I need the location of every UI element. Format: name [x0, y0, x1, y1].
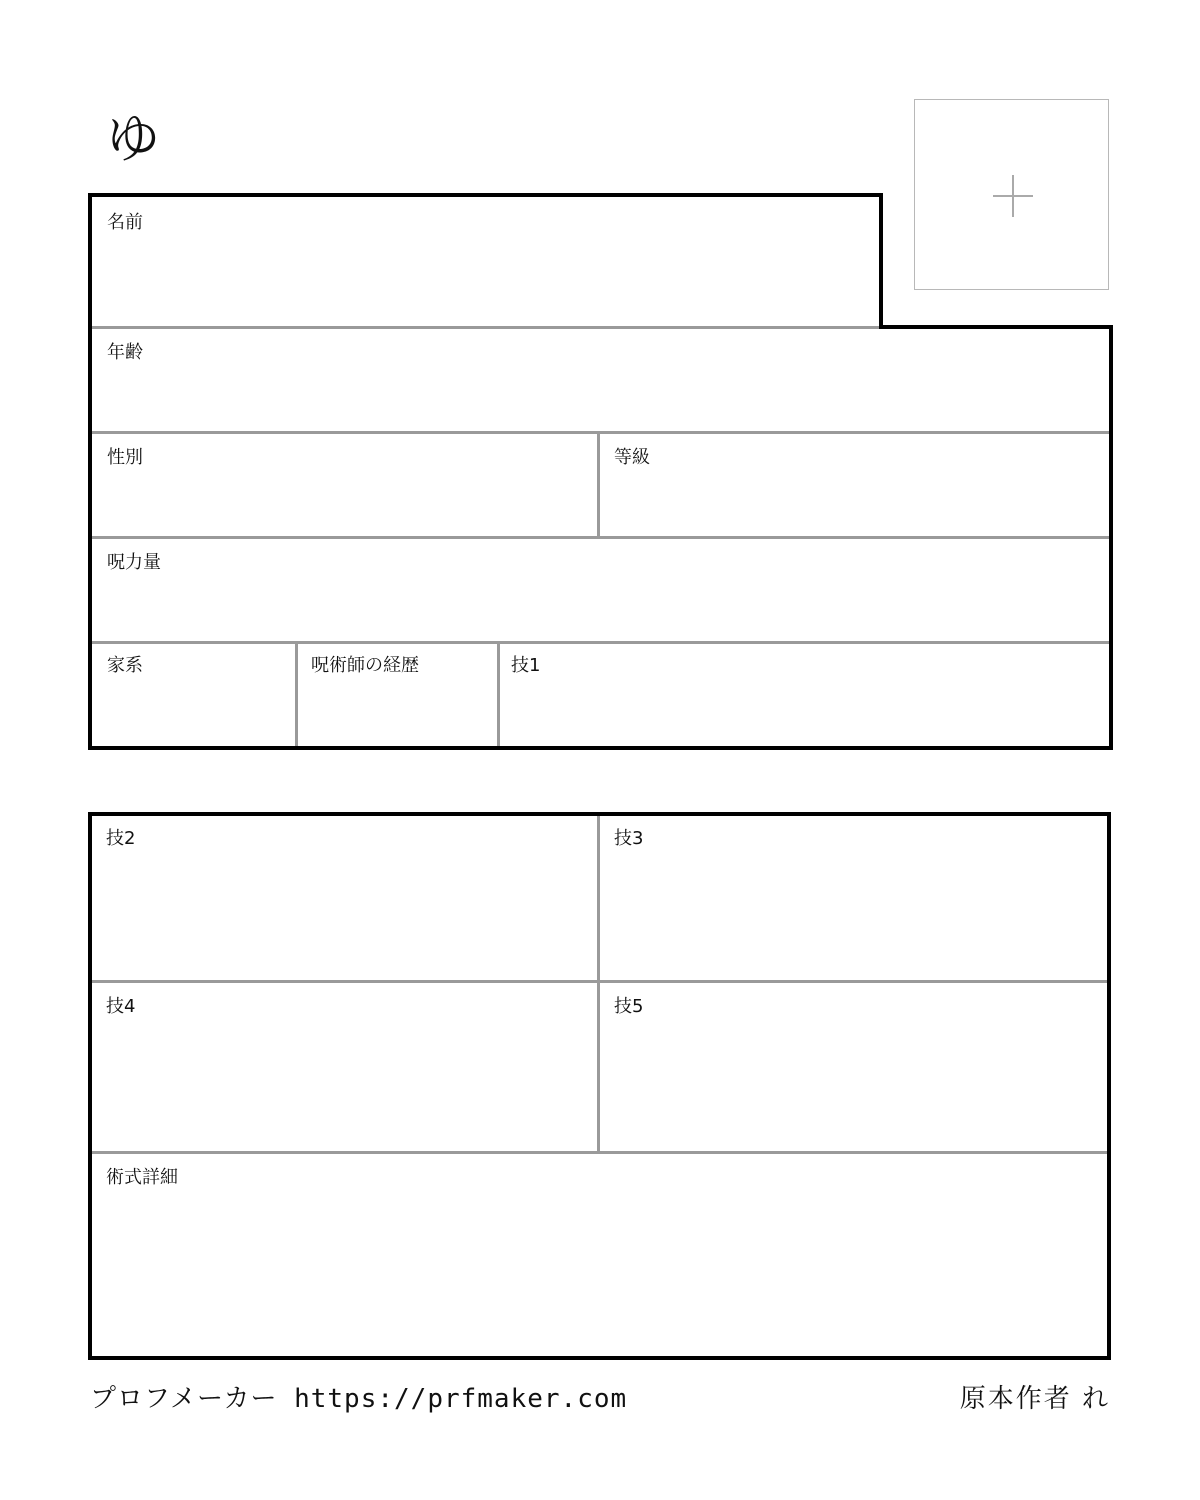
skill4-label: 技4: [106, 996, 136, 1017]
skill4-field[interactable]: [92, 983, 597, 1151]
skill1-field[interactable]: [500, 644, 1109, 746]
page-title: ゆ: [106, 107, 160, 170]
cursed-energy-field[interactable]: [92, 539, 1109, 641]
footer-credit-link[interactable]: プロフメーカー https://prfmaker.com: [90, 1384, 628, 1414]
gender-field[interactable]: [92, 434, 597, 536]
technique-details-field[interactable]: [92, 1154, 1107, 1356]
grade-label: 等級: [614, 447, 650, 468]
skill3-label: 技3: [614, 828, 644, 849]
footer-author: 原本作者 れ: [959, 1384, 1110, 1414]
cursed-energy-label: 呪力量: [107, 552, 161, 573]
grade-field[interactable]: [600, 434, 1109, 536]
name-field[interactable]: [92, 197, 879, 326]
career-field[interactable]: [298, 644, 497, 746]
skill5-field[interactable]: [600, 983, 1107, 1151]
family-label: 家系: [107, 655, 143, 676]
skill5-label: 技5: [614, 996, 644, 1017]
name-label: 名前: [107, 212, 143, 233]
family-field[interactable]: [92, 644, 295, 746]
skill1-label: 技1: [511, 655, 541, 676]
skill2-label: 技2: [106, 828, 136, 849]
skill2-field[interactable]: [92, 816, 597, 980]
photo-upload-box[interactable]: [914, 99, 1109, 290]
career-label: 呪術師の経歴: [311, 655, 419, 676]
skill3-field[interactable]: [600, 816, 1107, 980]
technique-details-label: 術式詳細: [106, 1167, 178, 1188]
gender-label: 性別: [107, 447, 143, 468]
age-field[interactable]: [92, 329, 1109, 431]
age-label: 年齢: [107, 342, 143, 363]
